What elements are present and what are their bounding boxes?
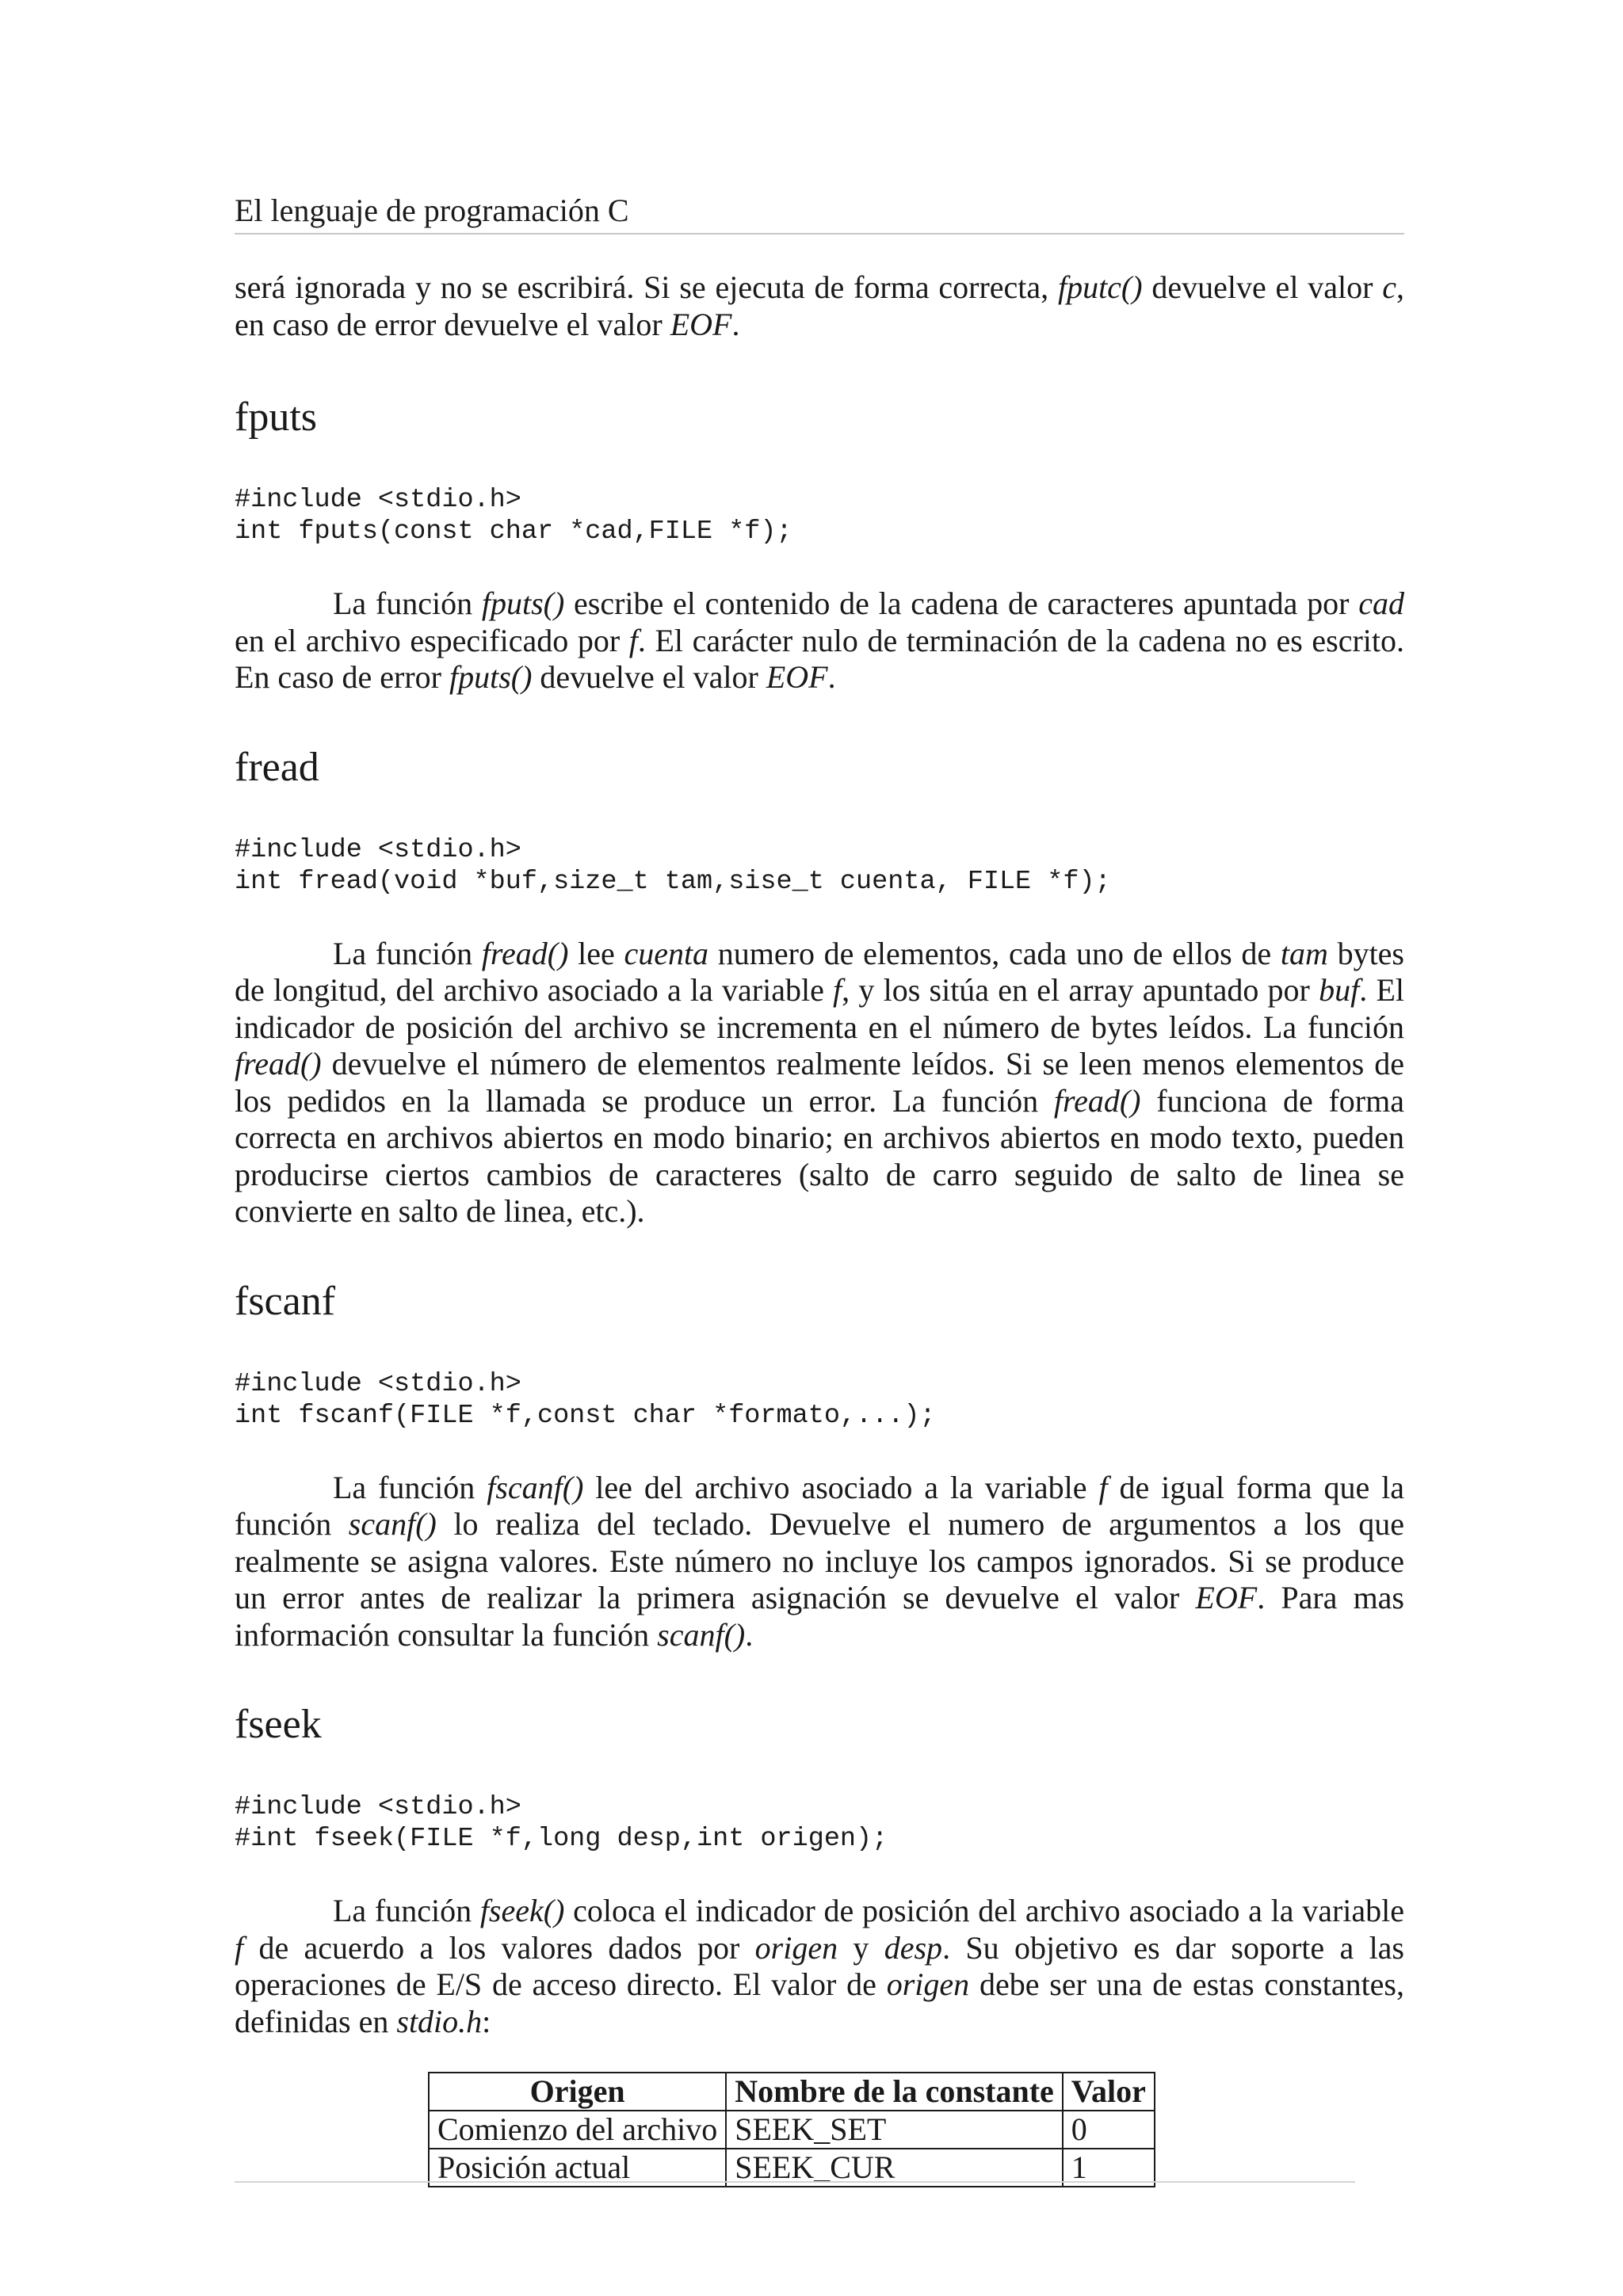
page-body xyxy=(235,269,1404,2187)
code-block-fscanf: #include <stdio.h> int fscanf(FILE *f,const char *formato,...); xyxy=(235,1368,936,1431)
section-heading-fscanf: fscanf xyxy=(235,1278,336,1324)
cell-constante: SEEK_SET xyxy=(726,2111,1063,2149)
code-block-fseek: #include <stdio.h> #int fseek(FILE *f,long desp,int origen); xyxy=(235,1792,888,1854)
code-block-fread: #include <stdio.h> int fread(void *buf,size_t tam,sise_t cuenta, FILE *f); xyxy=(235,834,1111,897)
column-header-origen: Origen xyxy=(429,2073,726,2111)
cell-origen: Comienzo del archivo xyxy=(429,2111,726,2149)
cell-valor: 0 xyxy=(1063,2111,1155,2149)
section-heading-fseek: fseek xyxy=(235,1702,322,1747)
header-title: El lenguaje de programación C xyxy=(235,193,629,228)
column-header-nombre: Nombre de la constante xyxy=(726,2073,1063,2111)
cell-constante: SEEK_CUR xyxy=(726,2149,1063,2187)
description-fseek: La función fseek() coloca el indicador de posición del archivo asociado a la variable f de acuerdo a los valores dados por origen y desp. Su objetivo es dar soporte a las operaciones de E/S de acceso directo. El valor de origen debe ser una de estas constantes, definidas en stdio.h: xyxy=(235,1893,1405,2039)
cell-valor: 1 xyxy=(1063,2149,1155,2187)
section-heading-fputs: fputs xyxy=(235,395,317,440)
cell-origen: Posición actual xyxy=(429,2149,726,2187)
footer-rule xyxy=(235,2181,1355,2183)
description-fputs: La función fputs() escribe el contenido de la cadena de caracteres apuntada por cad en el archivo especificado por f. El carácter nulo de terminación de la cadena no es escrito. En caso de error fputs() devuelve el valor EOF. xyxy=(235,585,1404,695)
column-header-valor: Valor xyxy=(1063,2073,1155,2111)
code-block-fputs: #include <stdio.h> int fputs(const char *cad,FILE *f); xyxy=(235,485,792,547)
table-header-row xyxy=(429,2073,1155,2111)
description-fscanf: La función fscanf() lee del archivo asociado a la variable f de igual forma que la función scanf() lo realiza del teclado. Devuelve el numero de argumentos a los que realmente se asigna valores. Este número no incluye los campos ignorados. Si se produce un error antes de realizar la primera asignación se devuelve el valor EOF. Para mas información consultar la función scanf(). xyxy=(235,1469,1405,1653)
table-row xyxy=(429,2111,1155,2149)
running-header xyxy=(235,192,1404,235)
description-fread: La función fread() lee cuenta numero de elementos, cada uno de ellos de tam bytes de longitud, del archivo asociado a la variable f, y los sitúa en el array apuntado por buf. El indicador de posición del archivo se incrementa en el número de bytes leídos. La función fread() devuelve el número de elementos realmente leídos. Si se leen menos elementos de los pedidos en la llamada se produce un error. La función fread() funciona de forma correcta en archivos abiertos en modo binario; en archivos abiertos en modo texto, pueden producirse ciertos cambios de caracteres (salto de carro seguido de salto de linea se convierte en salto de linea, etc.). xyxy=(235,935,1405,1229)
section-heading-fread: fread xyxy=(235,744,319,790)
intro-paragraph: será ignorada y no se escribirá. Si se ejecuta de forma correcta, fputc() devuelve el valor c, en caso de error devuelve el valor EOF. xyxy=(235,269,1404,342)
seek-constants-table xyxy=(428,2072,1155,2187)
